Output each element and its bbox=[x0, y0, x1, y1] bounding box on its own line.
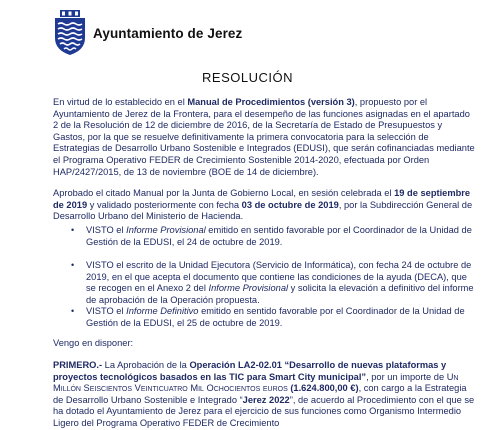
paragraph-intro bbox=[53, 97, 475, 178]
text-span: emitido en sentido favorable por el Coordinador de la Unidad de Gestión de la EDUSI, el 25 de octubre de 2019. bbox=[86, 306, 465, 328]
manual-reference: Manual de Procedimientos (versión 3) bbox=[187, 97, 355, 107]
operation-name: Operación LA2-02.01 “Desarrollo de nuevas plataformas y proyectos tecnológicos basados en las TIC para Smart City municipal” bbox=[53, 360, 447, 382]
paragraph-primero bbox=[53, 360, 475, 430]
bullet-item-2 bbox=[71, 260, 476, 306]
organization-name: Ayuntamiento de Jerez bbox=[93, 25, 243, 41]
approval-date: 19 de septiembre de 2019 bbox=[53, 188, 471, 210]
italic-span: Informe Provisional bbox=[208, 283, 289, 294]
amount-in-words: Un Millón Seiscientos Veinticuatro Mil Ochocientos euros bbox=[53, 371, 459, 394]
text-span: VISTO el escrito de la Unidad Ejecutora (Servicio de Informática), con fecha 24 de octubre de 2019, en el que acepta el documento que contiene las condiciones de la ayuda (DECA), que se recogen en el Anexo 2 del bbox=[86, 260, 472, 294]
bullet-icon: • bbox=[71, 260, 75, 270]
paragraph-approval bbox=[53, 188, 475, 223]
bullet-icon: • bbox=[71, 306, 75, 316]
dispose-heading: Vengo en disponer: bbox=[53, 338, 134, 348]
clause-label: PRIMERO.- bbox=[53, 360, 103, 370]
italic-span: Informe Provisional bbox=[126, 225, 206, 235]
text-span: VISTO el bbox=[86, 306, 127, 316]
strategy-name: Jerez 2022 bbox=[242, 394, 290, 405]
italic-span: Informe Definitivo bbox=[126, 306, 199, 316]
text-span: y validado posteriormente con fecha bbox=[87, 199, 242, 210]
bullet-item-3 bbox=[71, 306, 476, 329]
text-span: y solicita la elevación a definitivo del informe de aprobación de la Operación propuesta. bbox=[86, 283, 474, 305]
text-span: VISTO el bbox=[86, 225, 127, 235]
bullet-item-1 bbox=[71, 225, 476, 248]
text-span: , por la Subdirección General de Desarrollo Urbano del Ministerio de Hacienda. bbox=[53, 199, 473, 222]
validation-date: 03 de octubre de 2019 bbox=[241, 199, 339, 210]
letterhead bbox=[53, 10, 242, 56]
text-span: , con cargo a la Estrategia de Desarrollo Urbano Sostenible e Integrado “ bbox=[53, 383, 467, 405]
bullet-icon: • bbox=[71, 225, 75, 235]
text-span: ”, de acuerdo al Procedimiento con el que se ha dotado el Ayuntamiento de Jerez para el ejercicio de sus funciones como Organismo Intermedio Ligero del Programa Operativo FEDER de Crecimiento bbox=[53, 394, 475, 428]
text-span: , propuesto por el Ayuntamiento de Jerez de la Frontera, para el desempeño de las funciones asignadas en el apartado 2 de la Resolución de 12 de diciembre de 2016, de la Secretaría de Estado de Presupuestos y Gastos, por la que se resuelve definitivamente la primera convocatoria para la selección de Estrategias de Desarrollo Urbano Sostenible e Integrados (EDUSI), que serán cofinanciadas mediante el Programa Operativo FEDER de Crecimiento Sostenible 2014-2020, efectuada por Orden HAP/2427/2015, de 13 de noviembre (BOE de 14 de diciembre). bbox=[53, 97, 475, 177]
jerez-crest-icon bbox=[53, 10, 87, 56]
text-span: emitido en sentido favorable por el Coordinador de la Unidad de Gestión de la EDUSI, el 24 de octubre de 2019. bbox=[86, 225, 472, 247]
amount-figure: (1.624.800,00 €) bbox=[287, 383, 359, 394]
text-span: La Aprobación de la bbox=[102, 360, 190, 370]
text-span: En virtud de lo establecido en el bbox=[53, 97, 188, 107]
text-span: , por un importe de bbox=[366, 371, 447, 382]
text-span: Aprobado el citado Manual por la Junta de Gobierno Local, en sesión celebrada el bbox=[53, 188, 395, 198]
document-title: RESOLUCIÓN bbox=[202, 70, 293, 85]
